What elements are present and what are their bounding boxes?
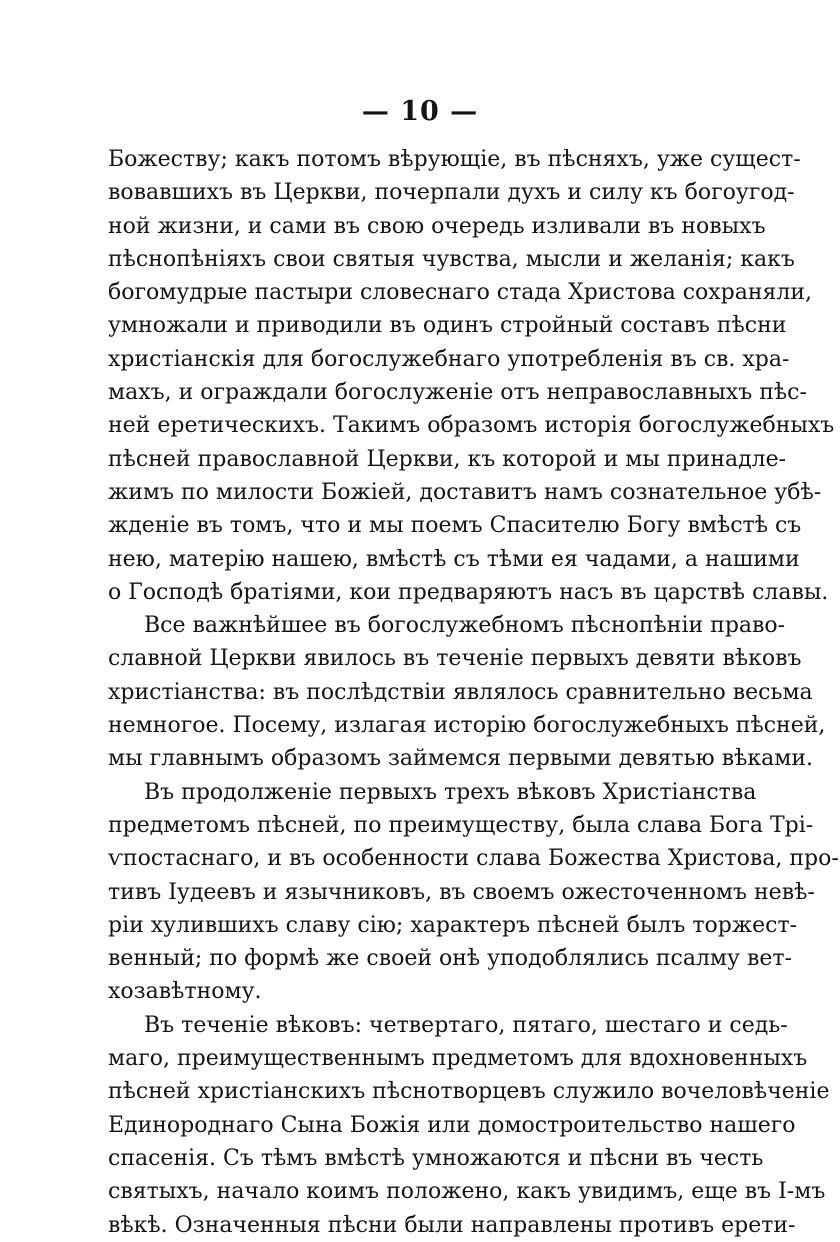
text-line: нею, матерію нашею, вмѣстѣ съ тѣми ея чадами, а нашими: [108, 546, 800, 572]
text-line: Въ продолженіе первыхъ трехъ вѣковъ Христіанства: [144, 779, 757, 805]
text-line: маго, преимущественнымъ предметомъ для вдохновенныхъ: [108, 1046, 808, 1072]
text-line: славной Церкви явилось въ теченіе первыхъ девяти вѣковъ: [108, 646, 802, 672]
text-line: пѣснопѣніяхъ свои святыя чувства, мысли и желанія; какъ: [108, 246, 795, 272]
text-line: ней еретическихъ. Такимъ образомъ исторія богослужебныхъ: [108, 413, 835, 439]
text-line: пѣсней христіанскихъ пѣснотворцевъ служило вочеловѣченіе: [108, 1079, 830, 1105]
text-line: христіанскія для богослужебнаго употребленія въ св. хра-: [108, 346, 790, 372]
text-line: мы главнымъ образомъ займемся первыми девятью вѣками.: [108, 746, 813, 772]
page-number: — 10 —: [361, 96, 479, 127]
text-line: пѣсней православной Церкви, къ которой и мы принадле-: [108, 446, 787, 472]
text-line: венный; по формѣ же своей онѣ уподоблялись псалму вет-: [108, 946, 792, 972]
text-line: ріи хулившихъ славу сію; характеръ пѣсней былъ торжест-: [108, 912, 798, 938]
paragraph: [108, 143, 835, 609]
text-line: ѵпостаснаго, и въ особенности слава Божества Христова, про-: [108, 846, 839, 872]
text-line: Единороднаго Сына Божія или домостроительство нашего: [108, 1112, 796, 1138]
text-line: тивъ Іудеевъ и язычниковъ, въ своемъ ожесточенномъ невѣ-: [108, 879, 815, 905]
text-line: хозавѣтному.: [108, 979, 262, 1005]
text-line: вѣкѣ. Означенныя пѣсни были направлены противъ ерети-: [108, 1212, 796, 1238]
text-line: умножали и приводили въ одинъ стройный составъ пѣсни: [108, 313, 787, 339]
paragraph: [108, 776, 839, 1009]
text-line: Божеству; какъ потомъ вѣрующіе, въ пѣсняхъ, уже сущест-: [108, 147, 801, 172]
text-line: немногое. Посему, излагая исторію богослужебныхъ пѣсней,: [108, 713, 826, 739]
text-line: богомудрые пастыри словеснаго стада Христова сохраняли,: [108, 280, 813, 306]
text-line: ной жизни, и сами въ свою очередь изливали въ новыхъ: [108, 213, 766, 239]
paragraph: [108, 609, 826, 775]
text-line: святыхъ, начало коимъ положено, какъ увидимъ, еще въ I-мъ: [108, 1179, 826, 1205]
body-text: [108, 143, 839, 1242]
text-line: жимъ по милости Божіей, доставитъ намъ сознательное убѣ-: [108, 479, 822, 505]
text-line: христіанства: въ послѣдствіи являлось сравнительно весьма: [108, 679, 813, 705]
text-line: махъ, и ограждали богослуженіе отъ неправославныхъ пѣс-: [108, 380, 807, 406]
text-line: вовавшихъ въ Церкви, почерпали духъ и силу къ богоугод-: [108, 180, 795, 206]
text-line: Все важнѣйшее въ богослужебномъ пѣснопѣніи право-: [144, 613, 786, 639]
text-line: предметомъ пѣсней, по преимуществу, была слава Бога Трі-: [108, 812, 814, 838]
paragraph: [108, 1009, 830, 1242]
text-line: Въ теченіе вѣковъ: четвертаго, пятаго, шестаго и седь-: [144, 1012, 788, 1038]
text-line: жденіе въ томъ, что и мы поемъ Спасителю Богу вмѣстѣ съ: [108, 513, 802, 539]
text-line: о Господѣ братіями, кои предваряютъ насъ въ царствѣ славы.: [108, 579, 829, 605]
text-line: спасенія. Съ тѣмъ вмѣстѣ умножаются и пѣсни въ честь: [108, 1145, 764, 1171]
